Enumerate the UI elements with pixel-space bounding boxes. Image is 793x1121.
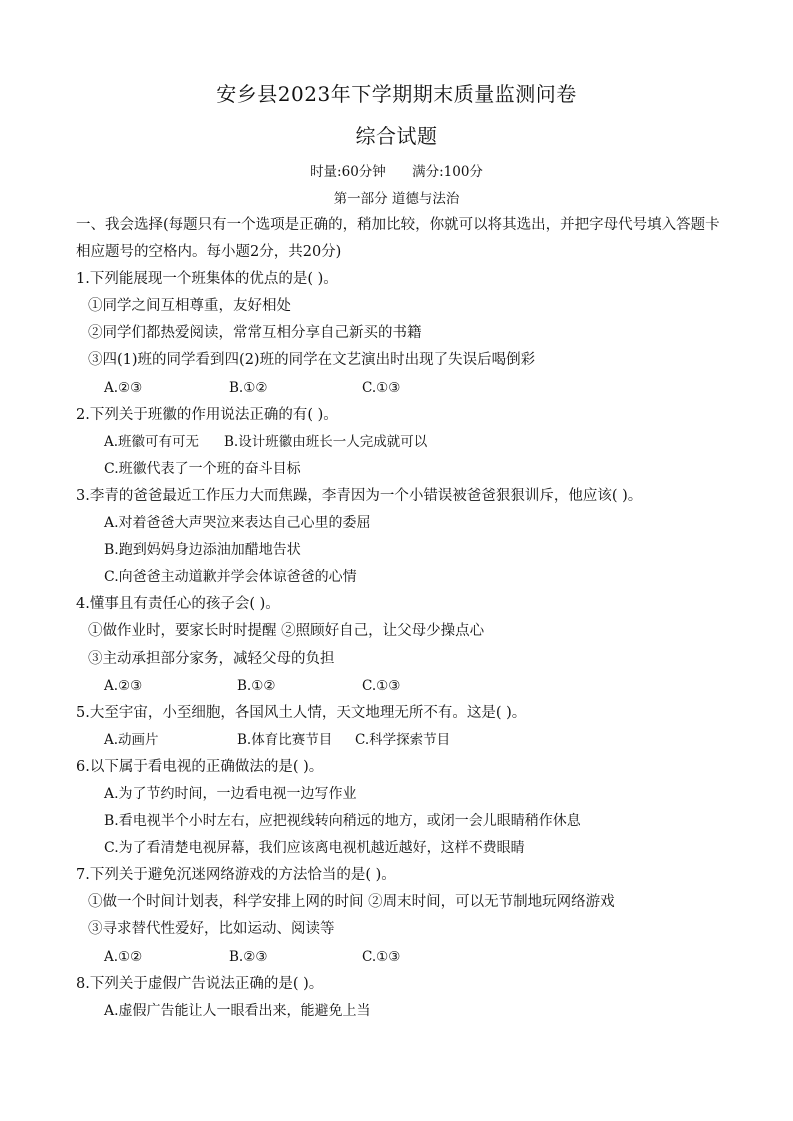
exam-subtitle: 综合试题 bbox=[355, 124, 438, 148]
statement: ①做一个时间计划表，科学安排上网的时间 ②周末时间，可以无节制地玩网络游戏 bbox=[88, 894, 615, 911]
question-stem: 3.李青的爸爸最近工作压力大而焦躁，李青因为一个小错误被爸爸狠狠训斥，他应该( )。 bbox=[76, 487, 643, 504]
option-a[interactable]: A.①② bbox=[104, 948, 143, 965]
options-row bbox=[76, 673, 726, 700]
option-c[interactable]: C.为了看清楚电视屏幕，我们应该离电视机越近越好，这样不费眼睛 bbox=[104, 840, 525, 857]
exam-meta bbox=[0, 160, 793, 180]
exam-title: 安乡县2023年下学期期末质量监测问卷 bbox=[216, 82, 577, 106]
question-4 bbox=[76, 591, 726, 699]
section-instruction: 一、我会选择(每题只有一个选项是正确的，稍加比较，你就可以将其选出，并把字母代号填入答题卡相应题号的空格内。每小题2分，共20分) bbox=[76, 217, 720, 261]
question-stem: 4.懂事且有责任心的孩子会( )。 bbox=[76, 596, 280, 613]
question-stem: 8.下列关于虚假广告说法正确的是( )。 bbox=[76, 975, 324, 992]
options-row bbox=[76, 944, 726, 971]
option-b[interactable]: B.跑到妈妈身边添油加醋地告状 bbox=[104, 542, 301, 559]
question-6 bbox=[76, 754, 726, 862]
statement: ①同学之间互相尊重，友好相处 bbox=[88, 298, 291, 315]
options-row bbox=[76, 727, 726, 754]
question-7 bbox=[76, 862, 726, 970]
option-b[interactable]: B.②③ bbox=[229, 948, 268, 965]
option-b[interactable]: B.看电视半个小时左右，应把视线转向稍远的地方，或闭一会儿眼睛稍作休息 bbox=[104, 813, 581, 830]
option-a[interactable]: A.虚假广告能让人一眼看出来，能避免上当 bbox=[104, 1002, 371, 1019]
option-c[interactable]: C.①③ bbox=[362, 379, 401, 396]
option-b[interactable]: B.体育比赛节目 bbox=[237, 731, 333, 748]
question-stem: 2.下列关于班徽的作用说法正确的有( )。 bbox=[76, 406, 338, 423]
question-1 bbox=[76, 266, 726, 401]
part-heading: 第一部分 道德与法治 bbox=[333, 191, 460, 207]
statement: ③主动承担部分家务，减轻父母的负担 bbox=[88, 650, 335, 667]
options-row bbox=[76, 429, 726, 456]
option-c[interactable]: C.班徽代表了一个班的奋斗目标 bbox=[104, 460, 301, 477]
option-c[interactable]: C.①③ bbox=[362, 677, 401, 694]
option-a[interactable]: A.班徽可有可无 bbox=[104, 433, 200, 450]
option-c[interactable]: C.①③ bbox=[362, 948, 401, 965]
option-b[interactable]: B.①② bbox=[229, 379, 268, 396]
question-5 bbox=[76, 700, 726, 754]
question-stem: 7.下列关于避免沉迷网络游戏的方法恰当的是( )。 bbox=[76, 867, 396, 884]
option-c[interactable]: C.向爸爸主动道歉并学会体谅爸爸的心情 bbox=[104, 569, 357, 586]
options-row bbox=[76, 375, 726, 402]
full-score: 满分:100分 bbox=[412, 164, 483, 180]
question-3 bbox=[76, 483, 726, 591]
option-a[interactable]: A.②③ bbox=[104, 379, 143, 396]
option-b[interactable]: B.设计班徽由班长一人完成就可以 bbox=[224, 433, 428, 450]
option-b[interactable]: B.①② bbox=[237, 677, 276, 694]
statement: ②同学们都热爱阅读，常常互相分享自己新买的书籍 bbox=[88, 325, 422, 342]
question-stem: 1.下列能展现一个班集体的优点的是( )。 bbox=[76, 271, 338, 288]
option-a[interactable]: A.为了节约时间，一边看电视一边写作业 bbox=[104, 785, 357, 802]
time-limit: 时量:60分钟 bbox=[310, 164, 386, 180]
question-2 bbox=[76, 402, 726, 483]
statement: ①做作业时，要家长时时提醒 ②照顾好自己，让父母少操点心 bbox=[88, 623, 485, 640]
option-c[interactable]: C.科学探索节目 bbox=[355, 731, 451, 748]
question-stem: 6.以下属于看电视的正确做法的是( )。 bbox=[76, 758, 324, 775]
statement: ③四(1)班的同学看到四(2)班的同学在文艺演出时出现了失误后喝倒彩 bbox=[88, 352, 536, 369]
statement: ③寻求替代性爱好，比如运动、阅读等 bbox=[88, 921, 335, 938]
questions-area bbox=[76, 212, 726, 1025]
question-stem: 5.大至宇宙，小至细胞，各国风土人情，天文地理无所不有。这是( )。 bbox=[76, 704, 527, 721]
option-a[interactable]: A.②③ bbox=[104, 677, 143, 694]
question-8 bbox=[76, 971, 726, 1025]
option-a[interactable]: A.动画片 bbox=[104, 731, 159, 748]
option-a[interactable]: A.对着爸爸大声哭泣来表达自己心里的委屈 bbox=[104, 515, 371, 532]
